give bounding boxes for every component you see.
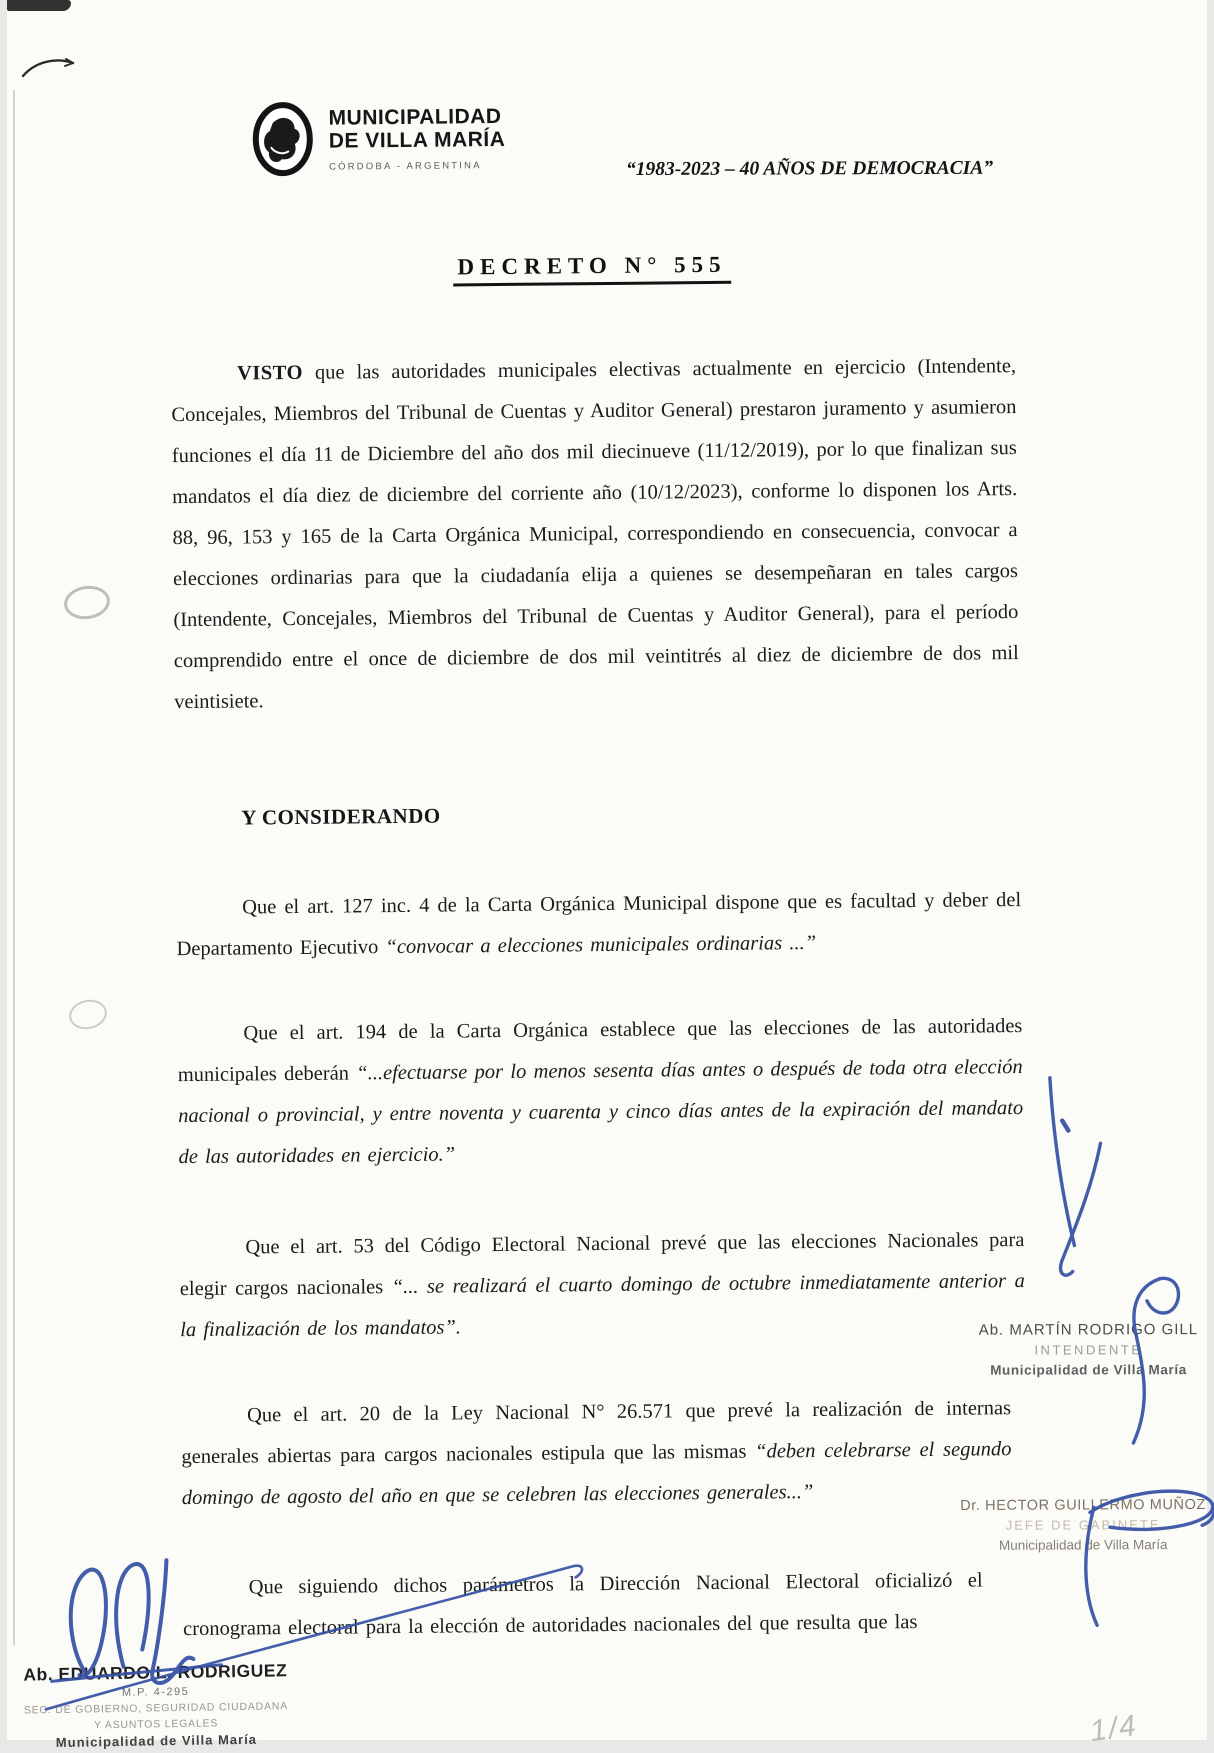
- considerando-paragraph-2: Que el art. 194 de la Carta Orgánica establece que las elecciones de las autoridades municipales deberán “...efectuarse por lo menos sesenta días antes o después de toda otra elección nacional o provincial, y entre noventa y cuarenta y cinco días antes de la expiración del mandato de las autoridades en ejercicio.”: [177, 1015, 1024, 1169]
- considerando-paragraph-3: Que el art. 53 del Código Electoral Nacional prevé que las elecciones Nacionales para elegir cargos nacionales “... se realizará el cuarto domingo de octubre inmediatamente anterior a la finalización de los mandatos”.: [179, 1229, 1025, 1342]
- org-subtitle: CÓRDOBA - ARGENTINA: [329, 160, 482, 173]
- stamp-jefe-title: JEFE DE GABINETE: [1005, 1517, 1161, 1533]
- considerando-paragraph-4: Que el art. 20 de la Ley Nacional N° 26.571 que prevé la realización de internas generales abiertas para cargos nacionales estipula que las mismas “deben celebrarse el segundo domingo de agosto del año en que se celebren las elecciones generales...”: [181, 1397, 1012, 1510]
- stamp-intendente: [964, 1319, 1212, 1380]
- header-logo-block: [250, 99, 505, 177]
- stamp-secretario: [23, 1658, 288, 1753]
- org-name-line2: DE VILLA MARÍA: [328, 127, 506, 153]
- stamp-jefe-gabinete: [952, 1495, 1214, 1556]
- scanned-decree-page: [7, 0, 1207, 1750]
- visto-lead: VISTO: [236, 361, 304, 385]
- page-indicator: 1/4: [1087, 1708, 1140, 1749]
- visto-paragraph: VISTO que las autoridades municipales electivas actualmente en ejercicio (Intendente, Concejales, Miembros del Tribunal de Cuentas y Auditor General) prestaron juramento y asumieron funciones el día 11 de Diciembre del año dos mil diecinueve (11/12/2019), por lo que finalizan sus mandatos el día diez de diciembre del corriente año (10/12/2023), conforme lo disponen los Arts. 88, 96, 153 y 165 de la Carta Orgánica Municipal, correspondiendo en consecuencia, convocar a elecciones ordinarias para que la ciudadanía elija a quienes se desempeñaran en tales cargos (Intendente, Concejales, Miembros del Tribunal de Cuentas y Auditor General), para el período comprendido entre el once de diciembre de dos mil veintitrés al diez de diciembre de dos mil veintisiete.: [171, 355, 1019, 714]
- stamp-secretario-role1: SEC. DE GOBIERNO, SEGURIDAD CIUDADANA: [23, 1700, 289, 1717]
- stamp-secretario-org: Municipalidad de Villa María: [55, 1731, 258, 1750]
- stamp-secretario-mp: M.P. 4-295: [121, 1686, 190, 1700]
- org-name-line1: MUNICIPALIDAD: [328, 104, 502, 130]
- stamp-jefe-org: Municipalidad de Villa María: [998, 1536, 1168, 1553]
- signature-intendente: [1050, 1077, 1180, 1444]
- considerando-heading: Y CONSIDERANDO: [241, 803, 441, 830]
- stamp-secretario-name: Ab. EDUARDO L. RODRIGUEZ: [23, 1660, 288, 1685]
- considerando-paragraph-5: Que siguiendo dichos parámetros la Dirección Nacional Electoral oficializó el cronograma electoral para la elección de autoridades nacionales del que resulta que las: [182, 1569, 983, 1641]
- stamp-secretario-role2: Y ASUNTOS LEGALES: [93, 1716, 219, 1731]
- stamp-intendente-name: Ab. MARTÍN RODRIGO GILL: [978, 1321, 1199, 1339]
- considerando-paragraph-1: Que el art. 127 inc. 4 de la Carta Orgánica Municipal dispone que es facultad y deber del Departamento Ejecutivo “convocar a elecciones municipales ordinarias ...”: [176, 889, 1022, 961]
- stamp-intendente-org: Municipalidad de Villa María: [990, 1361, 1187, 1378]
- stamp-intendente-title: INTENDENTE: [1034, 1342, 1143, 1358]
- decree-title: DECRETO N° 555: [170, 249, 1014, 289]
- anniversary-motto: “1983-2023 – 40 AÑOS DE DEMOCRACIA”: [625, 157, 994, 180]
- stamp-jefe-name: Dr. HECTOR GUILLERMO MUÑOZ: [960, 1496, 1206, 1514]
- municipal-seal-icon: [250, 101, 315, 178]
